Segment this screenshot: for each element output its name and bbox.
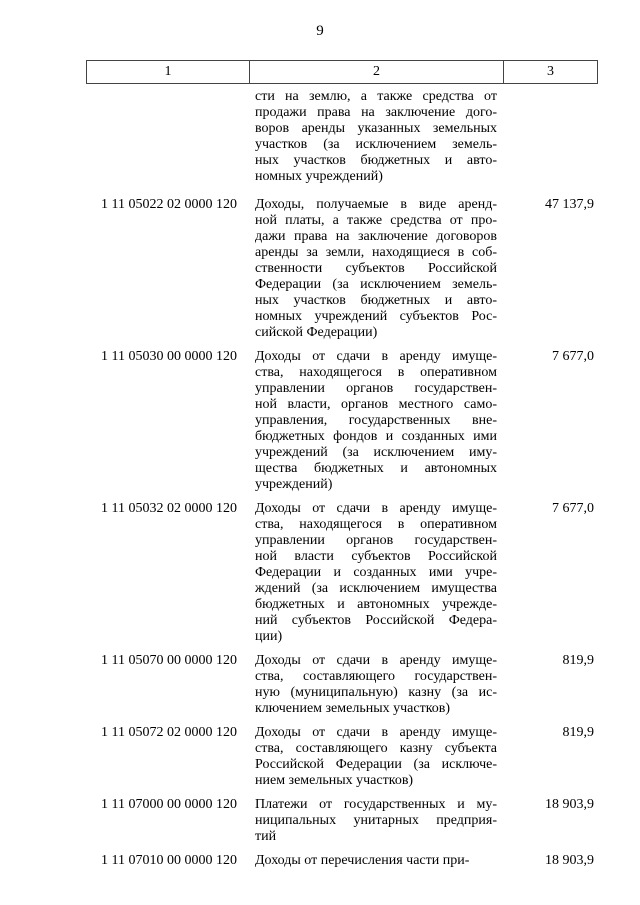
table-row [86,349,598,493]
description-line: Доходы от перечисления части при- [255,853,470,868]
table-header-col-3: 3 [547,64,554,79]
amount-value: 7 677,0 [552,501,594,516]
budget-code: 1 11 05070 00 0000 120 [101,653,237,668]
description-line: ства, составляющего казну субъекта [255,741,497,756]
table-row [86,501,598,645]
description-line: ниципальных унитарных предприя- [255,813,497,828]
amount-value: 819,9 [562,725,594,740]
revenue-description [249,501,503,645]
amount-value: 819,9 [562,653,594,668]
description-line: Платежи от государственных и му- [255,797,497,812]
table-header-col-2: 2 [250,61,504,83]
table-row [86,89,598,185]
description-line: сийской Федерации) [255,325,378,340]
description-line: управлении органов государствен- [255,533,497,548]
description-line: Доходы от сдачи в аренду имуще- [255,349,497,364]
description-line: аренды за земли, находящиеся в соб- [255,245,497,260]
description-line: участков (за исключением земель- [255,137,497,152]
description-line: щества бюджетных и автономных [255,461,497,476]
table-row [86,197,598,341]
amount-value [503,89,598,185]
revenue-description [249,853,503,869]
description-line: номных учреждений субъектов Рос- [255,309,497,324]
table-row [86,653,598,717]
description-line: ственности субъектов Российской [255,261,497,276]
description-line: Доходы от сдачи в аренду имуще- [255,725,497,740]
description-line: ства, находящегося в оперативном [255,365,497,380]
description-line: ства, находящегося в оперативном [255,517,497,532]
amount-value: 47 137,9 [545,197,594,212]
description-line: бюджетных фондов и созданных ими [255,429,497,444]
description-line: Федерации и созданных ими учре- [255,565,497,580]
description-line: бюджетных и автономных учрежде- [255,597,497,612]
description-line: ной платы, а также средства от про- [255,213,497,228]
description-line: учреждений (за исключением иму- [255,445,497,460]
description-line: Доходы от сдачи в аренду имуще- [255,653,497,668]
table-row [86,725,598,789]
description-line: Доходы, получаемые в виде аренд- [255,197,497,212]
revenue-description [249,725,503,789]
budget-code [86,89,249,185]
amount-value: 18 903,9 [545,853,594,868]
description-line: ждений (за исключением имущества [255,581,497,596]
description-line: номных учреждений) [255,169,383,184]
description-line: ной власти, органов местного само- [255,397,497,412]
description-line: ции) [255,629,283,644]
table-header-col-1: 1 [87,61,250,83]
description-line: сти на землю, а также средства от [255,89,497,104]
description-line: Российской Федерации (за исключе- [255,757,497,772]
description-line: нием земельных участков) [255,773,414,788]
revenue-description [249,349,503,493]
page-number: 9 [316,23,324,39]
budget-code: 1 11 05022 02 0000 120 [101,197,237,212]
revenue-description [249,653,503,717]
revenue-description [249,797,503,845]
description-line: управления, государственных вне- [255,413,497,428]
revenue-description [249,197,503,341]
description-line: тий [255,829,277,844]
amount-value: 18 903,9 [545,797,594,812]
table-row [86,853,598,869]
description-line: ной власти субъектов Российской [255,549,497,564]
budget-code: 1 11 07000 00 0000 120 [101,797,237,812]
budget-code: 1 11 05072 02 0000 120 [101,725,237,740]
description-line: ную (муниципальную) казну (за ис- [255,685,497,700]
table-header-row [86,60,598,84]
description-line: ства, составляющего государствен- [255,669,497,684]
description-line: ных участков бюджетных и авто- [255,293,497,308]
table-row [86,797,598,845]
description-line: ных участков бюджетных и авто- [255,153,497,168]
description-line: ний субъектов Российской Федера- [255,613,497,628]
budget-code: 1 11 05032 02 0000 120 [101,501,237,516]
description-line: воров аренды указанных земельных [255,121,497,136]
amount-value: 7 677,0 [552,349,594,364]
description-line: Федерации (за исключением земель- [255,277,497,292]
description-line: управлении органов государствен- [255,381,497,396]
table-body [86,89,598,877]
description-line: учреждений) [255,477,333,492]
budget-code: 1 11 07010 00 0000 120 [101,853,237,868]
description-line: ключением земельных участков) [255,701,451,716]
description-line: продажи права на заключение дого- [255,105,497,120]
description-line: дажи права на заключение договоров [255,229,497,244]
revenue-description [249,89,503,185]
description-line: Доходы от сдачи в аренду имуще- [255,501,497,516]
budget-code: 1 11 05030 00 0000 120 [101,349,237,364]
